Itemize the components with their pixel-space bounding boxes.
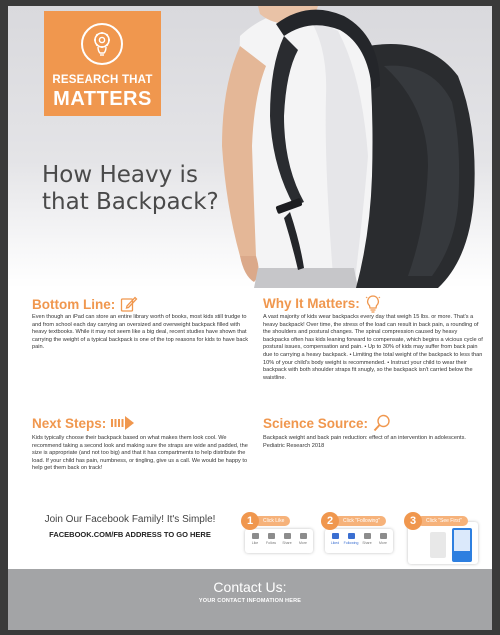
lightbulb-icon	[365, 294, 381, 313]
thumbs-up-icon	[332, 533, 339, 539]
science-source-heading-text: Science Source:	[263, 415, 369, 431]
why-it-matters-heading	[263, 294, 381, 313]
contact-footer	[8, 569, 492, 630]
liked-button-label: Liked	[330, 541, 340, 545]
more-button[interactable]	[296, 533, 310, 549]
bottom-line-heading-text: Bottom Line:	[32, 296, 116, 312]
step-1-label: Click Like	[254, 516, 290, 526]
share-button-label: Share	[362, 541, 372, 545]
more-button-label: More	[379, 541, 387, 545]
logo-text-line2: MATTERS	[53, 88, 152, 110]
see-first-phone-screenshot	[408, 522, 478, 564]
liked-button[interactable]	[328, 533, 342, 549]
magnifier-icon	[373, 414, 391, 432]
contact-info: YOUR CONTACT INFOMATION HERE	[198, 598, 302, 604]
bottom-line-heading	[32, 295, 138, 313]
step-1-facebook-buttons	[245, 529, 313, 553]
share-button[interactable]	[280, 533, 294, 549]
page-title	[42, 162, 242, 216]
why-it-matters-body: A vast majority of kids wear backpacks every day that weigh 15 lbs. or more. That's a heavy backpack! Over time, the stress of the load can result in back pain, a rounding of the shoulders and postural changes. The spinal compression caused by heavy backpacks often has kids leaning forward to compensate, which begins a vicious cycle of postural issues, compensation and pain. • Up to 30% of kids may suffer from back pain due to carrying a heavy backpack. • Limiting the total weight of the backpack to less than 10% of your child's body weight is recommended. • Instruct your child to wear their backpack with both shoulder straps fit snugly, so the backpack isn't carried below the waistline.	[263, 314, 483, 381]
more-button-label: More	[299, 541, 307, 545]
bottom-line-body: Even though an iPad can store an entire library worth of books, most kids still trudge to and from school each day carrying an oversized and overweight backpack filled with heavy textbooks. While it may not seem like a big deal, recent studies have shown that carrying the weight of a typical backpack is one of the top reasons for kids to have back pain.	[32, 314, 249, 351]
title-line2: that Backpack?	[42, 189, 219, 215]
follow-icon	[268, 533, 275, 539]
logo-text-line1: RESEARCH THAT	[52, 74, 153, 86]
following-button-label: Following	[343, 541, 359, 545]
next-steps-body: Kids typically choose their backpack based on what makes them look cool. We recommend taking a second look and making sure the straps are wide and padded, the size is appropriate (and not too big) and that it has compartments to help distribute the load. If your child has pain, numbness, or tingling, give us a call. We would be happy to help get them back on track!	[32, 435, 248, 472]
more-icon	[380, 533, 387, 539]
step-3-number: 3	[404, 512, 422, 530]
brain-gear-icon	[81, 23, 123, 65]
science-source-body: Backpack weight and back pain reduction: effect of an intervention in adolescents. Pediatric Research 2018	[263, 435, 466, 449]
follow-button-label: Follow	[265, 541, 277, 545]
science-source-heading	[263, 414, 391, 432]
share-icon	[284, 533, 291, 539]
step-2-number: 2	[321, 512, 339, 530]
like-button[interactable]	[248, 533, 262, 549]
next-steps-heading-text: Next Steps:	[32, 415, 107, 431]
why-it-matters-heading-text: Why It Matters:	[263, 296, 360, 311]
share-button-label: Share	[282, 541, 292, 545]
following-icon	[348, 533, 355, 539]
share-button[interactable]	[360, 533, 374, 549]
step-2-label: Click "Following"	[334, 516, 386, 526]
share-icon	[364, 533, 371, 539]
next-steps-heading	[32, 415, 135, 431]
hero-section	[8, 6, 492, 288]
follow-button[interactable]	[264, 533, 278, 549]
step-1-number: 1	[241, 512, 259, 530]
like-button-label: Like	[251, 541, 259, 545]
step-2-facebook-buttons	[325, 529, 393, 553]
facebook-url[interactable]: FACEBOOK.COM/FB ADDRESS TO GO HERE	[49, 530, 211, 539]
phone-screen-see-first[interactable]	[452, 528, 472, 562]
pencil-note-icon	[120, 295, 138, 313]
thumbs-up-icon	[252, 533, 259, 539]
more-icon	[300, 533, 307, 539]
following-button[interactable]	[344, 533, 358, 549]
flyer-page	[8, 6, 492, 630]
step-3-label: Click "See First"	[417, 516, 468, 526]
contact-title: Contact Us:	[213, 579, 287, 595]
phone-screen-default	[430, 532, 446, 558]
facebook-join-text: Join Our Facebook Family! It's Simple!	[44, 514, 216, 525]
research-logo	[44, 11, 161, 116]
more-button[interactable]	[376, 533, 390, 549]
title-line1: How Heavy is	[42, 162, 198, 188]
arrow-right-icon	[111, 415, 135, 431]
